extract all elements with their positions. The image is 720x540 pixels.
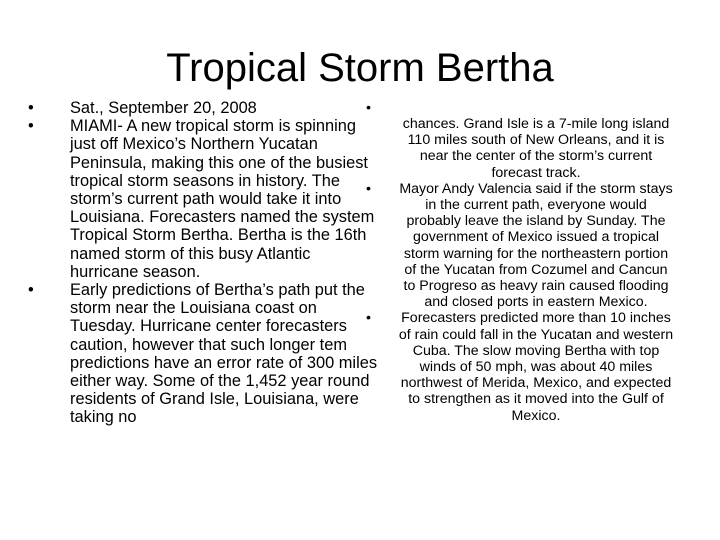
bullet-text: Forecasters predicted more than 10 inches of rain could fall in the Yucatan and western Cuba. The slow moving Bertha with top winds of 50 mph, was about 40 miles northwest of Merida, Mexico, and expected to strengthen as it moved into the Gulf of Mexico. — [398, 310, 674, 424]
right-bullet-list — [366, 100, 674, 424]
bullet-item-mayor — [368, 181, 674, 311]
bullet-text: chances. Grand Isle is a 7-mile long island 110 miles south of New Orleans, and it is near the center of the storm’s current forecast track. — [402, 116, 670, 181]
bullet-item-miami — [28, 117, 378, 281]
bullet-icon: • — [28, 117, 34, 136]
bullet-icon: • — [366, 100, 371, 116]
bullet-icon: • — [28, 281, 34, 300]
bullet-text: Sat., September 20, 2008 — [70, 99, 257, 117]
bullet-text: MIAMI- A new tropical storm is spinning just off Mexico’s Northern Yucatan Peninsula, making this one of the busiest tropical storm seasons in history. The storm’s current path would take it into Louisiana. Forecasters named the system Tropical Storm Bertha. Bertha is the 16th named storm of this busy Atlantic hurricane season. — [70, 117, 375, 281]
bullet-icon: • — [366, 310, 371, 327]
slide-title: Tropical Storm Bertha — [166, 46, 554, 90]
bullet-item-date — [28, 99, 378, 117]
bullet-item-forecasters — [368, 310, 674, 423]
bullet-icon: • — [366, 180, 371, 197]
bullet-text: Mayor Andy Valencia said if the storm stays in the current path, everyone would probably leave the island by Sunday. The government of Mexico issued a tropical storm warning for the northeastern portion of the Yucatan from Cozumel and Cancun to Progreso as heavy rain caused flooding and closed ports in eastern Mexico. — [399, 180, 673, 311]
bullet-icon: • — [28, 99, 34, 117]
bullet-item-early-predictions — [28, 281, 378, 427]
bullet-item-chances — [366, 100, 674, 181]
bullet-text: Early predictions of Bertha’s path put the storm near the Louisiana coast on Tuesday. Hurricane center forecasters caution, however that such longer tem predictions have an error rate of 300 miles either way. Some of the 1,452 year round residents of Grand Isle, Louisiana, were taking no — [70, 281, 378, 427]
left-bullet-list — [28, 99, 378, 427]
